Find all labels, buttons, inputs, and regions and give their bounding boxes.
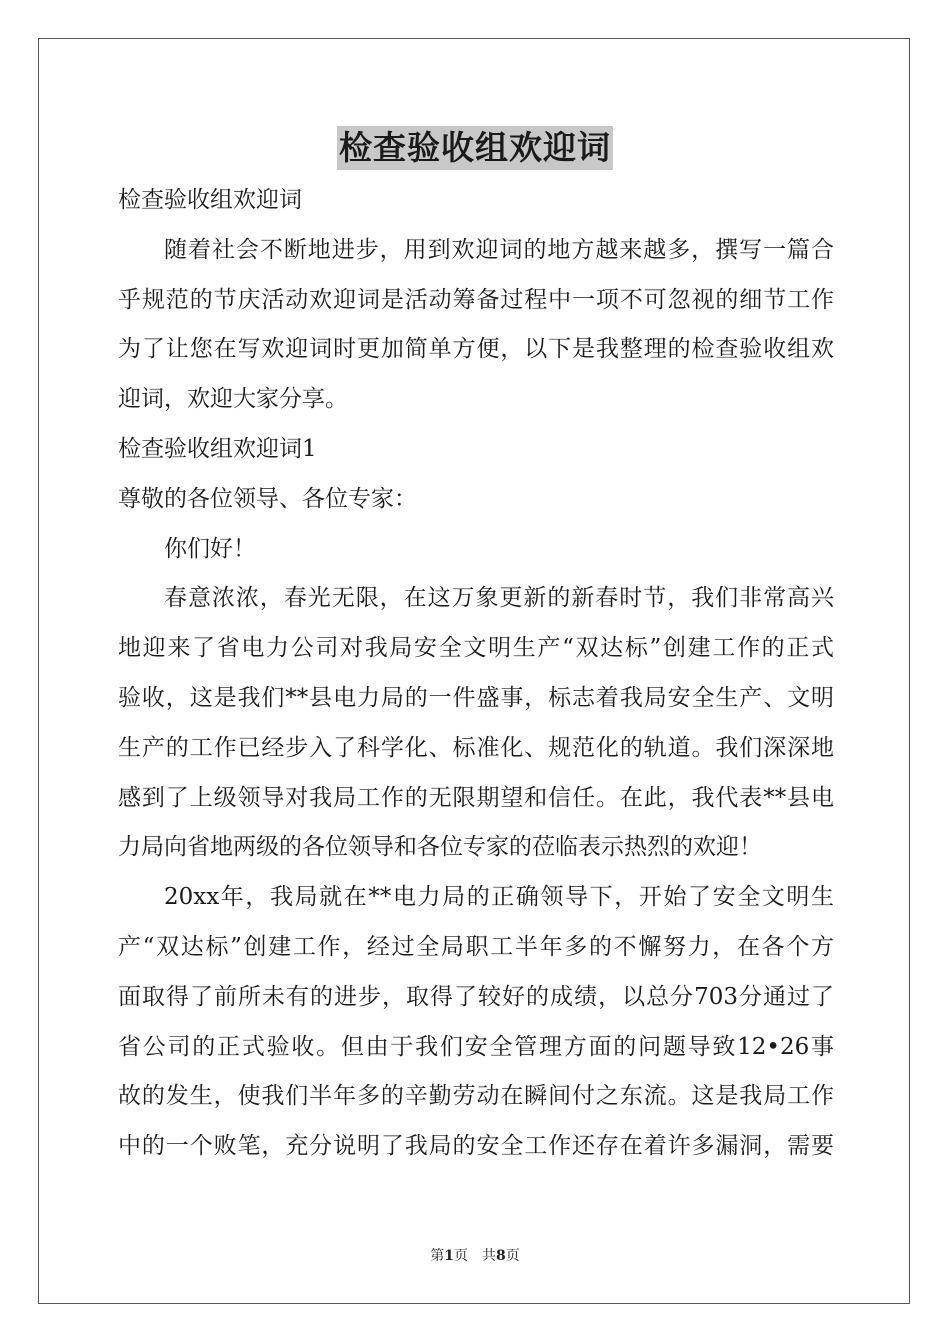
paragraph-line: 面取得了前所未有的进步，取得了较好的成绩，以总分703分通过了	[118, 983, 834, 1010]
paragraph-line: 20xx年，我局就在**电力局的正确领导下，开始了安全文明生	[164, 884, 834, 911]
document-title: 检查验收组欢迎词	[337, 126, 613, 170]
footer-page-prefix: 第	[430, 1248, 445, 1264]
paragraph-line: 力局向省地两级的各位领导和各位专家的莅临表示热烈的欢迎！	[118, 834, 762, 861]
footer-page-mid: 页 共	[454, 1248, 496, 1264]
salutation-line: 尊敬的各位领导、各位专家：	[118, 485, 417, 512]
paragraph-line: 迎词，欢迎大家分享。	[118, 386, 348, 413]
greeting-line: 你们好！	[164, 535, 256, 562]
paragraph-line: 为了让您在写欢迎词时更加简单方便，以下是我整理的检查验收组欢	[118, 336, 834, 363]
footer-current-page: 1	[444, 1248, 454, 1264]
paragraph-line: 地迎来了省电力公司对我局安全文明生产“双达标”创建工作的正式	[118, 635, 834, 662]
footer-page-suffix: 页	[505, 1248, 520, 1264]
page-footer	[0, 1247, 950, 1265]
section-heading: 检查验收组欢迎词1	[118, 435, 317, 462]
paragraph-line: 乎规范的节庆活动欢迎词是活动筹备过程中一项不可忽视的细节工作	[118, 286, 834, 313]
paragraph-line: 产“双达标”创建工作，经过全局职工半年多的不懈努力，在各个方	[118, 933, 834, 960]
paragraph-line: 生产的工作已经步入了科学化、标准化、规范化的轨道。我们深深地	[118, 734, 834, 761]
paragraph-line: 中的一个败笔，充分说明了我局的安全工作还存在着许多漏洞，需要	[118, 1133, 834, 1160]
paragraph-line: 省公司的正式验收。但由于我们安全管理方面的问题导致12•26事	[118, 1033, 834, 1060]
paragraph-line: 验收，这是我们**县电力局的一件盛事，标志着我局安全生产、文明	[118, 684, 834, 711]
paragraph-line: 感到了上级领导对我局工作的无限期望和信任。在此，我代表**县电	[118, 784, 834, 811]
paragraph-line: 春意浓浓，春光无限，在这万象更新的新春时节，我们非常高兴	[164, 585, 834, 612]
subtitle-line: 检查验收组欢迎词	[118, 187, 302, 213]
document-body	[118, 176, 834, 1172]
footer-total-pages: 8	[496, 1248, 506, 1264]
paragraph-line: 故的发生，使我们半年多的辛勤劳动在瞬间付之东流。这是我局工作	[118, 1083, 834, 1110]
paragraph-line: 随着社会不断地进步，用到欢迎词的地方越来越多，撰写一篇合	[164, 236, 834, 263]
title-container	[0, 126, 950, 170]
